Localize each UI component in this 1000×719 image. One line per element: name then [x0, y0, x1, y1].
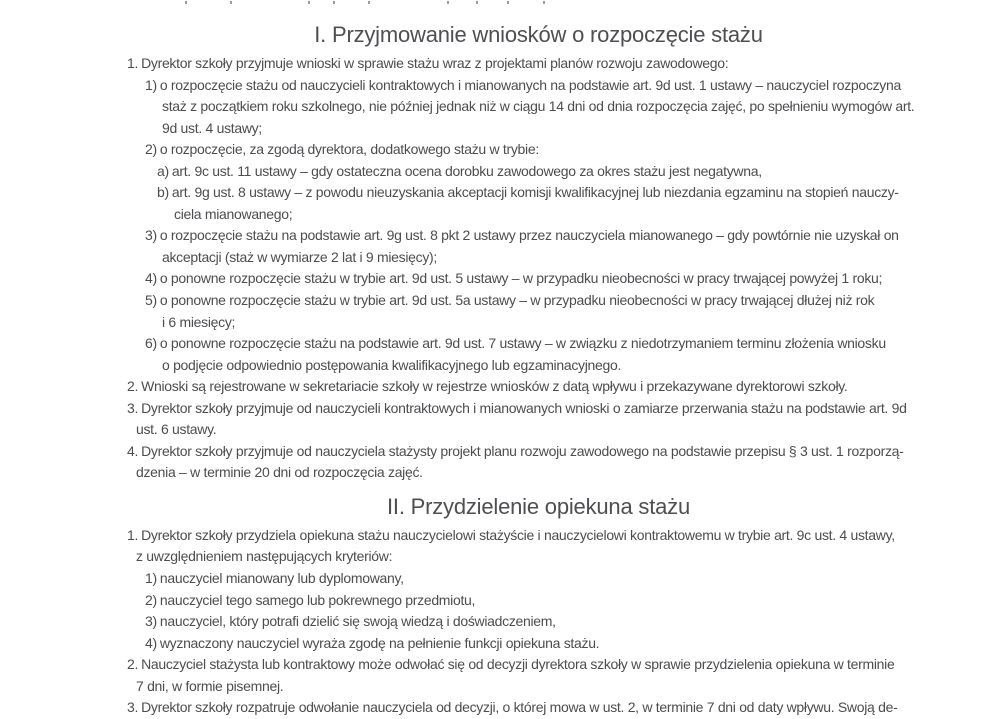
section-2-title: II. Przydzielenie opiekuna stażu — [387, 493, 690, 519]
list-item-line — [0, 139, 1000, 161]
line-text: art. 9g ust. 8 ustawy – z powodu nieuzyskania akceptacji komisji kwalifikacyjnej lub niezdania egzaminu na stopień nauczy- — [171, 184, 899, 201]
section-2 — [0, 494, 1000, 719]
list-marker: 2. — [127, 378, 139, 395]
list-marker: 4) — [145, 634, 157, 651]
line-text: o ponowne rozpoczęcie stażu w trybie art. 9d ust. 5 ustawy – w przypadku nieobecności w pracy trwającej powyżej 1 roku; — [159, 270, 883, 287]
line-text: Dyrektor szkoły rozpatruje odwołanie nauczyciela od decyzji, o której mowa w ust. 2, w terminie 7 dni od daty wpływu. Swoją de- — [141, 699, 898, 716]
line-text: dzenia – w terminie 20 dni od rozpoczęcia zajęć. — [136, 464, 423, 481]
list-item-line — [0, 633, 1000, 655]
section-1-title: I. Przyjmowanie wniosków o rozpoczęcie stażu — [314, 22, 763, 47]
list-item-line — [0, 525, 1000, 547]
list-item-continuation — [0, 312, 1000, 334]
line-text: nauczyciel tego samego lub pokrewnego przedmiotu, — [159, 591, 476, 608]
list-item-line — [0, 161, 1000, 183]
list-item-continuation — [0, 96, 1000, 118]
list-marker: 5) — [145, 292, 157, 309]
clipped-text-remnant — [230, 1, 232, 4]
list-item-line — [0, 568, 1000, 590]
section-1 — [0, 22, 1000, 484]
list-item-continuation — [0, 247, 1000, 269]
list-marker: 1. — [127, 55, 139, 71]
line-text: i 6 miesięcy; — [162, 313, 236, 330]
list-item-continuation — [0, 462, 1000, 484]
line-text: z uwzględnieniem następujących kryteriów: — [136, 548, 393, 565]
line-text: Dyrektor szkoły przyjmuje wnioski w sprawie stażu wraz z projektami planów rozwoju zawodowego: — [141, 55, 729, 71]
line-text: nauczyciel mianowany lub dyplomowany, — [159, 570, 404, 587]
line-text: Wnioski są rejestrowane w sekretariacie szkoły w rejestrze wniosków z datą wpływu i przekazywane dyrektorowi szkoły. — [141, 378, 848, 395]
list-item-continuation — [0, 204, 1000, 226]
list-marker: 2. — [127, 656, 139, 673]
list-item-continuation — [0, 118, 1000, 140]
list-item-line — [0, 398, 1000, 420]
line-text: o rozpoczęcie stażu na podstawie art. 9g ust. 8 pkt 2 ustawy przez nauczyciela mianowanego – gdy powtórnie nie uzyskał on — [159, 227, 899, 244]
list-item-continuation — [0, 546, 1000, 568]
clipped-text-remnant — [447, 1, 449, 4]
list-item-line — [0, 590, 1000, 612]
list-marker: 3. — [127, 699, 139, 716]
line-text: o podjęcie odpowiednio postępowania kwalifikacyjnego lub egzaminacyjnego. — [162, 356, 622, 373]
line-text: ciela mianowanego; — [174, 205, 293, 222]
list-marker: 2) — [145, 591, 157, 608]
line-text: wyznaczony nauczyciel wyraża zgodę na pełnienie funkcji opiekuna stażu. — [159, 634, 600, 651]
list-item-line — [0, 441, 1000, 463]
list-item-line — [0, 53, 1000, 75]
line-text: Dyrektor szkoły przyjmuje od nauczyciela stażysty projekt planu rozwoju zawodowego na podstawie przepisu § 3 ust. 1 rozporzą- — [141, 442, 904, 459]
clipped-text-remnant — [333, 1, 335, 4]
line-text: o rozpoczęcie, za zgodą dyrektora, dodatkowego stażu w trybie: — [159, 141, 539, 158]
line-text: nauczyciel, który potrafi dzielić się swoją wiedzą i doświadczeniem, — [159, 613, 556, 630]
line-text: Dyrektor szkoły przyjmuje od nauczycieli kontraktowych i mianowanych wnioski o zamiarze przerwania stażu na podstawie art. 9d — [141, 399, 907, 416]
list-item-continuation — [0, 419, 1000, 441]
list-item-continuation — [0, 676, 1000, 698]
line-text: 7 dni, w formie pisemnej. — [136, 677, 284, 694]
clipped-text-remnant — [476, 1, 478, 4]
list-marker: 3) — [145, 613, 157, 630]
list-item-continuation — [0, 355, 1000, 377]
list-item-line — [0, 75, 1000, 97]
line-text: o rozpoczęcie stażu od nauczycieli kontraktowych i mianowanych na podstawie art. 9d ust. 1 ustawy – nauczyciel rozpoczyna — [159, 76, 901, 93]
clipped-text-remnant — [185, 1, 187, 4]
line-text: o ponowne rozpoczęcie stażu na podstawie art. 9d ust. 7 ustawy – w związku z niedotrzymaniem terminu złożenia wniosku — [159, 335, 886, 352]
line-text: Dyrektor szkoły przydziela opiekuna stażu nauczycielowi stażyście i nauczycielowi kontraktowemu w trybie art. 9c ust. 4 ustawy, — [141, 526, 895, 543]
line-text: ust. 6 ustawy. — [136, 421, 217, 438]
list-marker: 3. — [127, 399, 139, 416]
list-item-line — [0, 654, 1000, 676]
list-item-line — [0, 333, 1000, 355]
list-marker: 1. — [127, 526, 139, 543]
list-marker: 2) — [145, 141, 157, 158]
list-marker: 1) — [145, 570, 157, 587]
list-item-line — [0, 290, 1000, 312]
line-text: staż z początkiem roku szkolnego, nie później jednak niż w ciągu 14 dni od dnia rozpoczęcia zajęć, po spełnieniu wymogów art. — [162, 98, 915, 115]
list-item-line — [0, 225, 1000, 247]
list-marker: 4. — [127, 442, 139, 459]
line-text: akceptacji (staż w wymiarze 2 lat i 9 miesięcy); — [162, 248, 438, 265]
list-item-line — [0, 182, 1000, 204]
clipped-text-remnant — [543, 1, 545, 4]
list-marker: 3) — [145, 227, 157, 244]
line-text: o ponowne rozpoczęcie stażu w trybie art. 9d ust. 5a ustawy – w przypadku nieobecności w pracy trwającej dłużej niż rok — [159, 292, 875, 309]
line-text: Nauczyciel stażysta lub kontraktowy może odwołać się od decyzji dyrektora szkoły w sprawie przydzielenia opiekuna w terminie — [141, 656, 895, 673]
list-item-line — [0, 697, 1000, 719]
list-item-line — [0, 376, 1000, 398]
line-text: 9d ust. 4 ustawy; — [162, 119, 262, 136]
list-marker: 4) — [145, 270, 157, 287]
clipped-text-remnant — [308, 1, 310, 4]
clipped-text-remnant — [507, 1, 509, 4]
list-item-line — [0, 268, 1000, 290]
line-text: art. 9c ust. 11 ustawy – gdy ostateczna ocena dorobku zawodowego za okres stażu jest negatywna, — [171, 162, 762, 179]
list-marker: b) — [157, 184, 169, 201]
clipped-text-remnant — [368, 1, 370, 4]
list-item-line — [0, 611, 1000, 633]
list-marker: a) — [157, 162, 169, 179]
list-marker: 1) — [145, 76, 157, 93]
list-marker: 6) — [145, 335, 157, 352]
